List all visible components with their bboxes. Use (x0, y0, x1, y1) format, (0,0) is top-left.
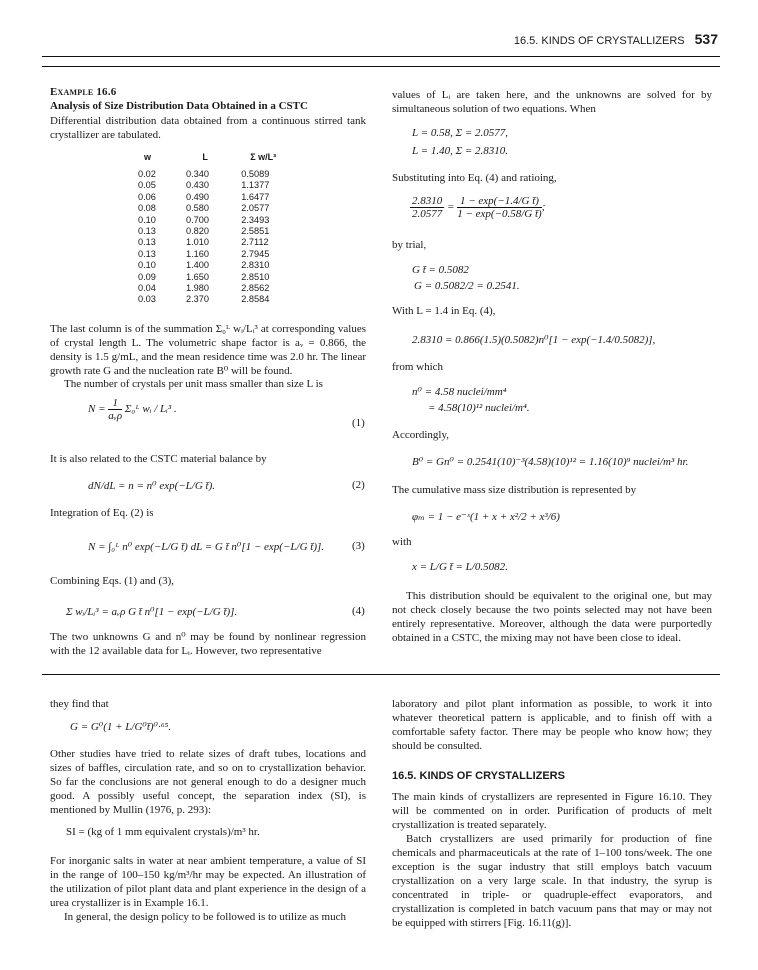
table-row (128, 203, 308, 214)
equation-2: dN/dL = n = n⁰ exp(−L/G t̄). (88, 480, 216, 492)
paragraph-values: values of Lᵢ are taken here, and the unknowns are solved for by simultaneous solution of two equations. When (392, 89, 712, 115)
paragraph-combining: Combining Eqs. (1) and (3), (50, 575, 175, 587)
table-row (128, 260, 308, 271)
table-cell: 2.8310 (241, 260, 270, 271)
paragraph-batch: Batch crystallizers are used primarily for production of fine chemicals and pharmaceuticals at the rate of 1–100 tons/week. The one exception is the sugar industry that still employs batch vacuum crystallization on a very large scale. In that industry, the syrup is concentrated in triple- or quadruple-effect evaporators, and crystallization is completed in batch vacuum pans that may or may not be equipped with stirrers [Fig. 16.11(g)]. (392, 833, 712, 929)
ratio-left-den: 2.0577 (412, 208, 443, 220)
table-cell: 0.340 (185, 169, 209, 179)
paragraph-other-studies: Other studies have tried to relate sizes of draft tubes, locations and sizes of baffles, circulation rate, and so on to crystallization behavior. So far the conclusions are not general enough to do a designer much good. A possibly useful concept, the separation index (SI), is mentioned by Mullin (1976, p. 293): (50, 748, 366, 816)
header-rule (42, 56, 720, 57)
table-cell: 1.1377 (241, 180, 270, 191)
table-row (128, 215, 308, 226)
equation-gt: G t̄ = 0.5082 (412, 264, 469, 276)
equation-n0-m: = 4.58(10)¹² nuclei/m⁴. (428, 402, 530, 414)
table-cell: 1.400 (185, 260, 209, 271)
table-cell: 2.5851 (241, 225, 270, 236)
section-heading: 16.5. KINDS OF CRYSTALLIZERS (392, 770, 565, 782)
example-top-rule (42, 66, 720, 67)
table-row (128, 283, 308, 294)
equation-si: SI = (kg of 1 mm equivalent crystals)/m³ hr. (66, 826, 260, 838)
header-section-title: 16.5. KINDS OF CRYSTALLIZERS (513, 35, 685, 47)
paragraph-with-x: with (392, 536, 412, 548)
table-cell: 0.13 (138, 237, 156, 248)
table-row (128, 272, 308, 283)
equation-2-number: (2) (352, 479, 365, 491)
table-cell: 0.02 (138, 169, 156, 179)
equation-3-number: (3) (352, 540, 365, 552)
ratio-right-den: 1 − exp(−0.58/G t̄) (457, 208, 542, 220)
table-header-cell: Σ w/L³ (250, 152, 277, 162)
paragraph-last-column: The last column is of the summation Σ₀ᴸ wᵢ/Lᵢ³ at corresponding values of crystal length L. The volumetric shape factor is aᵥ = 0.866, the density is 1.5 g/mL, and the mean residence time was 2.0 hr. The linear growth rate G and the nucleation rate B⁰ will be found. (50, 323, 366, 377)
equation-4: Σ wᵢ/Lᵢ³ = aᵥρ G t̄ n⁰[1 − exp(−L/G t̄)]. (66, 606, 238, 618)
ratio-left-fraction (410, 195, 444, 220)
eq1-lhs: N = (88, 403, 106, 416)
eq1-frac-den: aᵥρ (108, 410, 123, 422)
equation-1-number: (1) (352, 417, 365, 429)
equation-4-number: (4) (352, 605, 365, 617)
paragraph-kinds: The main kinds of crystallizers are represented in Figure 16.10. They will be commented on in order. Purification of products of melt crystallization is treated separately. (392, 791, 712, 831)
page-number: 537 (694, 31, 718, 47)
table-row (128, 249, 308, 260)
table-cell: 2.0577 (241, 203, 270, 214)
table-cell: 0.430 (185, 180, 209, 191)
paragraph-unknowns: The two unknowns G and n⁰ may be found by nonlinear regression with the 12 available data for Lᵢ. However, two representative (50, 631, 366, 657)
table-cell: 2.7112 (241, 237, 269, 248)
example-intro: Differential distribution data obtained from a continuous stirred tank crystallizer are tabulated. (50, 115, 366, 141)
table-cell: 1.6477 (241, 191, 270, 202)
paragraph-cumulative: The cumulative mass size distribution is represented by (392, 484, 637, 496)
table-cell: 0.700 (185, 214, 209, 225)
table-cell: 0.08 (138, 203, 156, 214)
table-row (128, 192, 308, 203)
table-cell: 2.3493 (241, 214, 270, 225)
table-row (128, 226, 308, 237)
table-cell: 0.04 (138, 282, 156, 293)
table-cell: 0.13 (138, 248, 156, 259)
paragraph-number-crystals: The number of crystals per unit mass smaller than size L is (64, 378, 323, 390)
equation-x: x = L/G t̄ = L/0.5082. (412, 561, 508, 573)
table-cell: 2.8562 (241, 282, 270, 293)
ratio-left-num: 2.8310 (412, 195, 443, 207)
paragraph-bytrial: by trial, (392, 239, 427, 251)
paragraph-theyfind: they find that (50, 698, 109, 710)
equation-L1: L = 0.58, Σ = 2.0577, (412, 127, 509, 139)
table-cell: 0.5089 (241, 169, 270, 179)
table-cell: 2.370 (185, 294, 209, 305)
paragraph-related: It is also related to the CSTC material balance by (50, 453, 267, 465)
equation-g: G = 0.5082/2 = 0.2541. (414, 280, 520, 292)
table-cell: 1.160 (185, 248, 209, 259)
table-header (128, 152, 308, 169)
table-cell: 2.7945 (241, 248, 270, 259)
paragraph-distribution: This distribution should be equivalent to the original one, but may not check closely because the two points selected may not have been entirely representative. Moreover, although the data were purportedly obtained in a CSTC, the mixing may not have been close to ideal. (392, 590, 712, 644)
eq1-sum: Σ₀ᴸ wᵢ / Lᵢ³ . (124, 403, 177, 416)
paragraph-fromwhich: from which (392, 361, 444, 373)
running-header (470, 31, 718, 47)
ratio-right-num: 1 − exp(−1.4/G t̄) (457, 195, 542, 208)
table-header-cell: L (202, 152, 208, 162)
equation-substituted: 2.8310 = 0.866(1.5)(0.5082)n⁰[1 − exp(−1.4/0.5082)], (412, 334, 656, 346)
table-row (128, 169, 308, 180)
eq1-fraction (108, 397, 122, 422)
table-cell: 0.580 (185, 203, 209, 214)
paragraph-accordingly: Accordingly, (392, 429, 450, 441)
example-label: Example 16.6 (50, 86, 117, 98)
table-cell: 0.820 (185, 225, 209, 236)
table-cell: 1.650 (185, 271, 209, 282)
table-cell: 2.8584 (241, 294, 270, 305)
example-title: Analysis of Size Distribution Data Obtained in a CSTC (50, 100, 308, 112)
table-cell: 0.05 (138, 180, 156, 191)
equation-b0: B⁰ = Gn⁰ = 0.2541(10)⁻³(4.58)(10)¹² = 1.16(10)⁹ nuclei/m³ hr. (412, 456, 689, 468)
table-cell: 0.10 (138, 214, 156, 225)
paragraph-integration: Integration of Eq. (2) is (50, 507, 154, 519)
example-bottom-rule (42, 674, 720, 675)
equation-1 (88, 397, 177, 422)
data-table (128, 152, 308, 306)
paragraph-inorganic: For inorganic salts in water at near ambient temperature, a value of SI in the range of 100–150 kg/m³/hr may be expected. An illustration of the utilization of pilot plant data and plant experience in the design of a urea crystallizer is in Example 16.1. (50, 855, 366, 909)
table-cell: 0.10 (138, 260, 156, 271)
table-cell: 0.06 (138, 191, 156, 202)
equation-phi: φₘ = 1 − e⁻ˣ(1 + x + x²/2 + x³/6) (412, 511, 560, 523)
table-cell: 1.010 (185, 237, 209, 248)
equation-n0-mm: n⁰ = 4.58 nuclei/mm⁴ (412, 386, 507, 398)
equation-3: N = ∫₀ᴸ n⁰ exp(−L/G t̄) dL = G t̄ n⁰[1 − exp(−L/G t̄)]. (88, 541, 325, 553)
table-row (128, 180, 308, 191)
equation-L2: L = 1.40, Σ = 2.8310. (412, 145, 509, 157)
table-row (128, 294, 308, 305)
paragraph-with-L: With L = 1.4 in Eq. (4), (392, 305, 496, 317)
table-row (128, 237, 308, 248)
equation-growth: G = G⁰(1 + L/G⁰t̄)⁰·⁶⁵. (70, 721, 172, 733)
paragraph-substituting: Substituting into Eq. (4) and ratioing, (392, 172, 557, 184)
table-cell: 0.03 (138, 294, 156, 305)
table-header-cell: w (144, 152, 152, 162)
paragraph-laboratory: laboratory and pilot plant information as possible, to work it into whatever theoretical pattern is applicable, and to finish off with a comfortable safety factor. There may be people who know how; they should be consulted. (392, 698, 712, 752)
ratio-right-fraction (457, 195, 542, 220)
table-cell: 2.8510 (241, 271, 270, 282)
table-cell: 0.490 (185, 191, 209, 202)
equation-ratio: $\frac{2.8310}{2.0577}$ = $\frac{\text{1 − exp(−1.4/G t̄)}}{\text{1 − exp(−0.58/G t̄)}}$ ; (412, 195, 546, 220)
table-cell: 0.09 (138, 271, 156, 282)
table-cell: 0.13 (138, 225, 156, 236)
table-cell: 1.980 (185, 282, 209, 293)
paragraph-general: In general, the design policy to be followed is to utilize as much (64, 911, 346, 923)
eq1-frac-num: 1 (108, 397, 122, 410)
